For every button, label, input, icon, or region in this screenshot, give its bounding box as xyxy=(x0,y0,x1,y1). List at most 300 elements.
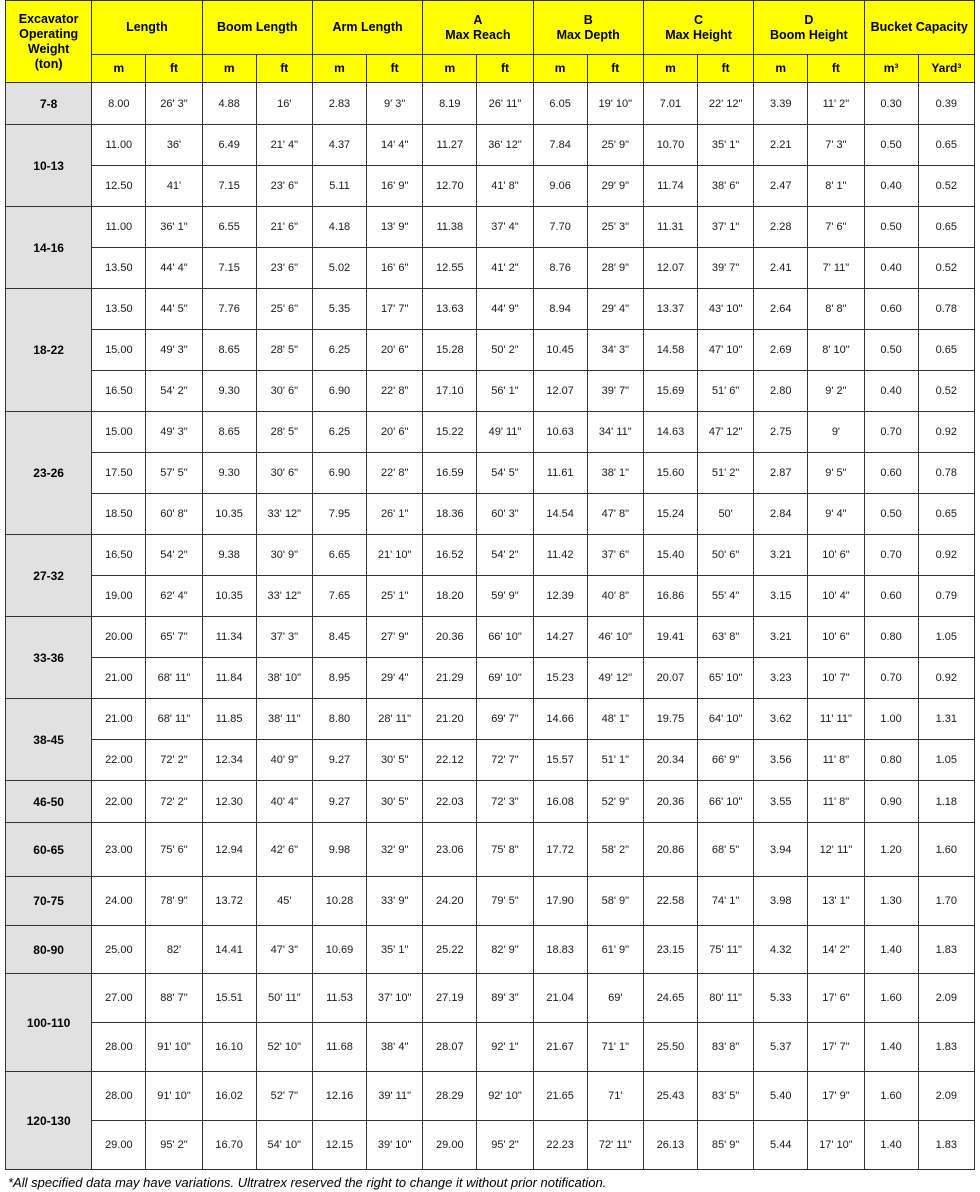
table-cell: 20' 6" xyxy=(367,412,423,453)
table-cell: 36' 1" xyxy=(146,207,202,248)
table-cell: 20.86 xyxy=(643,823,697,877)
table-cell: 37' 3" xyxy=(256,617,312,658)
table-cell: 60' 8" xyxy=(146,494,202,535)
table-cell: 48' 1" xyxy=(587,699,643,740)
table-cell: 2.83 xyxy=(312,83,366,125)
table-cell: 2.84 xyxy=(754,494,808,535)
table-cell: 33' 12" xyxy=(256,494,312,535)
table-cell: 17' 7" xyxy=(367,289,423,330)
table-cell: 95' 2" xyxy=(146,1121,202,1170)
column-group-header xyxy=(754,1,864,55)
table-cell: 37' 4" xyxy=(477,207,533,248)
table-cell: 0.78 xyxy=(918,453,974,494)
header-row xyxy=(6,1,975,55)
table-cell: 0.50 xyxy=(864,125,918,166)
table-cell: 0.79 xyxy=(918,576,974,617)
table-cell: 7.15 xyxy=(202,248,256,289)
table-cell: 19.75 xyxy=(643,699,697,740)
table-cell: 25' 6" xyxy=(256,289,312,330)
table-cell: 25.50 xyxy=(643,1023,697,1072)
column-group-header xyxy=(423,1,533,55)
table-cell: 16.86 xyxy=(643,576,697,617)
table-cell: 8.80 xyxy=(312,699,366,740)
table-cell: 6.55 xyxy=(202,207,256,248)
table-cell: 17' 10" xyxy=(808,1121,864,1170)
unit-header: ft xyxy=(587,55,643,83)
table-cell: 20.36 xyxy=(643,781,697,823)
table-cell: 50' 11" xyxy=(256,974,312,1023)
table-cell: 1.40 xyxy=(864,926,918,974)
table-cell: 69' 10" xyxy=(477,658,533,699)
table-cell: 27' 9" xyxy=(367,617,423,658)
table-cell: 1.70 xyxy=(918,877,974,926)
table-row xyxy=(6,877,975,926)
table-cell: 75' 6" xyxy=(146,823,202,877)
table-cell: 0.70 xyxy=(864,535,918,576)
table-cell: 0.80 xyxy=(864,740,918,781)
table-cell: 2.69 xyxy=(754,330,808,371)
table-cell: 15.60 xyxy=(643,453,697,494)
table-cell: 20' 6" xyxy=(367,330,423,371)
table-cell: 16' 6" xyxy=(367,248,423,289)
table-cell: 18.20 xyxy=(423,576,477,617)
table-cell: 8.00 xyxy=(92,83,146,125)
table-row xyxy=(6,248,975,289)
table-cell: 22.58 xyxy=(643,877,697,926)
table-cell: 92' 10" xyxy=(477,1072,533,1121)
table-cell: 19.41 xyxy=(643,617,697,658)
table-cell: 64' 10" xyxy=(698,699,754,740)
unit-header: ft xyxy=(698,55,754,83)
table-cell: 22' 12" xyxy=(698,83,754,125)
weight-class-cell: 10-13 xyxy=(6,125,92,207)
table-cell: 2.28 xyxy=(754,207,808,248)
table-row xyxy=(6,166,975,207)
table-cell: 6.90 xyxy=(312,371,366,412)
table-cell: 35' 1" xyxy=(367,926,423,974)
table-cell: 11.68 xyxy=(312,1023,366,1072)
table-cell: 80' 11" xyxy=(698,974,754,1023)
weight-class-cell: 60-65 xyxy=(6,823,92,877)
table-cell: 0.78 xyxy=(918,289,974,330)
table-cell: 37' 6" xyxy=(587,535,643,576)
table-cell: 13.63 xyxy=(423,289,477,330)
table-cell: 16.10 xyxy=(202,1023,256,1072)
table-row xyxy=(6,289,975,330)
table-cell: 92' 1" xyxy=(477,1023,533,1072)
table-cell: 23' 6" xyxy=(256,248,312,289)
table-cell: 49' 11" xyxy=(477,412,533,453)
table-cell: 95' 2" xyxy=(477,1121,533,1170)
table-cell: 1.83 xyxy=(918,1023,974,1072)
table-cell: 47' 12" xyxy=(698,412,754,453)
table-cell: 2.80 xyxy=(754,371,808,412)
table-cell: 54' 10" xyxy=(256,1121,312,1170)
table-cell: 10' 7" xyxy=(808,658,864,699)
table-cell: 83' 5" xyxy=(698,1072,754,1121)
table-cell: 21' 6" xyxy=(256,207,312,248)
table-cell: 3.98 xyxy=(754,877,808,926)
unit-header: m xyxy=(202,55,256,83)
table-cell: 68' 11" xyxy=(146,658,202,699)
table-row xyxy=(6,535,975,576)
table-cell: 1.40 xyxy=(864,1023,918,1072)
table-cell: 1.60 xyxy=(864,974,918,1023)
table-cell: 27.00 xyxy=(92,974,146,1023)
table-cell: 21.65 xyxy=(533,1072,587,1121)
unit-header: m xyxy=(533,55,587,83)
table-cell: 6.25 xyxy=(312,330,366,371)
table-row xyxy=(6,576,975,617)
table-cell: 75' 11" xyxy=(698,926,754,974)
table-cell: 13.50 xyxy=(92,248,146,289)
table-cell: 1.30 xyxy=(864,877,918,926)
table-cell: 61' 9" xyxy=(587,926,643,974)
table-cell: 38' 1" xyxy=(587,453,643,494)
table-cell: 20.00 xyxy=(92,617,146,658)
table-cell: 23.06 xyxy=(423,823,477,877)
table-cell: 22.03 xyxy=(423,781,477,823)
table-cell: 13.50 xyxy=(92,289,146,330)
unit-header: ft xyxy=(477,55,533,83)
table-cell: 72' 2" xyxy=(146,781,202,823)
table-cell: 26' 3" xyxy=(146,83,202,125)
table-cell: 14.54 xyxy=(533,494,587,535)
weight-header-line: (ton) xyxy=(34,56,63,71)
table-cell: 66' 9" xyxy=(698,740,754,781)
table-cell: 3.62 xyxy=(754,699,808,740)
table-cell: 9.30 xyxy=(202,371,256,412)
table-cell: 13.72 xyxy=(202,877,256,926)
table-cell: 47' 3" xyxy=(256,926,312,974)
table-cell: 65' 7" xyxy=(146,617,202,658)
table-cell: 11.85 xyxy=(202,699,256,740)
table-cell: 33' 12" xyxy=(256,576,312,617)
table-cell: 11' 8" xyxy=(808,781,864,823)
table-cell: 28' 5" xyxy=(256,330,312,371)
table-cell: 24.00 xyxy=(92,877,146,926)
table-cell: 25' 9" xyxy=(587,125,643,166)
table-cell: 23' 6" xyxy=(256,166,312,207)
table-cell: 13.37 xyxy=(643,289,697,330)
table-cell: 12' 11" xyxy=(808,823,864,877)
table-cell: 12.16 xyxy=(312,1072,366,1121)
column-group-header-line: C xyxy=(694,12,704,27)
table-cell: 5.37 xyxy=(754,1023,808,1072)
table-cell: 26.13 xyxy=(643,1121,697,1170)
column-group-header xyxy=(864,1,975,55)
table-cell: 13' 1" xyxy=(808,877,864,926)
weight-class-cell: 80-90 xyxy=(6,926,92,974)
table-cell: 58' 2" xyxy=(587,823,643,877)
table-cell: 0.40 xyxy=(864,248,918,289)
table-cell: 19.00 xyxy=(92,576,146,617)
table-cell: 2.64 xyxy=(754,289,808,330)
table-cell: 29' 9" xyxy=(587,166,643,207)
spec-table-body xyxy=(6,83,975,1170)
table-cell: 0.65 xyxy=(918,125,974,166)
table-cell: 24.20 xyxy=(423,877,477,926)
table-cell: 23.00 xyxy=(92,823,146,877)
weight-class-cell: 27-32 xyxy=(6,535,92,617)
table-cell: 42' 6" xyxy=(256,823,312,877)
table-cell: 38' 11" xyxy=(256,699,312,740)
table-cell: 1.40 xyxy=(864,1121,918,1170)
weight-class-cell: 120-130 xyxy=(6,1072,92,1170)
unit-header: m xyxy=(423,55,477,83)
table-cell: 17.72 xyxy=(533,823,587,877)
table-cell: 51' 1" xyxy=(587,740,643,781)
table-cell: 63' 8" xyxy=(698,617,754,658)
table-cell: 7.65 xyxy=(312,576,366,617)
table-cell: 38' 6" xyxy=(698,166,754,207)
table-cell: 22' 8" xyxy=(367,371,423,412)
table-cell: 0.92 xyxy=(918,412,974,453)
table-cell: 72' 3" xyxy=(477,781,533,823)
table-cell: 29' 4" xyxy=(367,658,423,699)
table-cell: 49' 3" xyxy=(146,412,202,453)
table-cell: 37' 1" xyxy=(698,207,754,248)
table-cell: 26' 11" xyxy=(477,83,533,125)
table-cell: 2.41 xyxy=(754,248,808,289)
table-cell: 4.18 xyxy=(312,207,366,248)
table-cell: 1.05 xyxy=(918,740,974,781)
table-cell: 0.70 xyxy=(864,658,918,699)
table-cell: 3.15 xyxy=(754,576,808,617)
table-cell: 19' 10" xyxy=(587,83,643,125)
table-row xyxy=(6,1121,975,1170)
table-cell: 0.52 xyxy=(918,371,974,412)
table-cell: 8' 10" xyxy=(808,330,864,371)
table-cell: 1.05 xyxy=(918,617,974,658)
table-cell: 0.65 xyxy=(918,494,974,535)
footnote: *All specified data may have variations. Ultratrex reserved the right to change it without prior notification. xyxy=(8,1175,607,1190)
table-cell: 54' 2" xyxy=(477,535,533,576)
table-cell: 0.70 xyxy=(864,412,918,453)
table-cell: 12.34 xyxy=(202,740,256,781)
table-cell: 21.20 xyxy=(423,699,477,740)
table-cell: 25' 1" xyxy=(367,576,423,617)
unit-header: Yard³ xyxy=(918,55,974,83)
table-cell: 0.52 xyxy=(918,166,974,207)
table-cell: 8' 8" xyxy=(808,289,864,330)
table-cell: 21.67 xyxy=(533,1023,587,1072)
table-cell: 62' 4" xyxy=(146,576,202,617)
table-cell: 44' 9" xyxy=(477,289,533,330)
table-cell: 22.00 xyxy=(92,781,146,823)
table-cell: 11' 8" xyxy=(808,740,864,781)
table-cell: 66' 10" xyxy=(477,617,533,658)
table-cell: 29.00 xyxy=(92,1121,146,1170)
table-cell: 16' xyxy=(256,83,312,125)
table-cell: 17' 7" xyxy=(808,1023,864,1072)
table-cell: 45' xyxy=(256,877,312,926)
table-cell: 39' 7" xyxy=(698,248,754,289)
table-cell: 43' 10" xyxy=(698,289,754,330)
table-cell: 30' 5" xyxy=(367,740,423,781)
column-group-header-line: Max Depth xyxy=(556,27,620,42)
table-cell: 9.38 xyxy=(202,535,256,576)
table-cell: 0.65 xyxy=(918,330,974,371)
table-cell: 72' 11" xyxy=(587,1121,643,1170)
table-cell: 1.60 xyxy=(918,823,974,877)
column-group-header xyxy=(312,1,422,55)
table-cell: 4.32 xyxy=(754,926,808,974)
table-cell: 50' 2" xyxy=(477,330,533,371)
table-cell: 10.45 xyxy=(533,330,587,371)
column-group-header-line: B xyxy=(583,12,593,27)
table-cell: 12.55 xyxy=(423,248,477,289)
table-cell: 56' 1" xyxy=(477,371,533,412)
table-cell: 41' 2" xyxy=(477,248,533,289)
weight-header xyxy=(6,1,92,83)
table-cell: 0.60 xyxy=(864,576,918,617)
table-cell: 12.07 xyxy=(533,371,587,412)
unit-row xyxy=(6,55,975,83)
table-cell: 2.21 xyxy=(754,125,808,166)
table-cell: 9' xyxy=(808,412,864,453)
table-cell: 17.50 xyxy=(92,453,146,494)
table-cell: 28.00 xyxy=(92,1023,146,1072)
table-cell: 89' 3" xyxy=(477,974,533,1023)
table-cell: 4.88 xyxy=(202,83,256,125)
table-cell: 30' 5" xyxy=(367,781,423,823)
table-cell: 8.94 xyxy=(533,289,587,330)
table-row xyxy=(6,617,975,658)
table-row xyxy=(6,125,975,166)
weight-class-cell: 38-45 xyxy=(6,699,92,781)
table-cell: 88' 7" xyxy=(146,974,202,1023)
table-cell: 54' 2" xyxy=(146,535,202,576)
table-cell: 5.02 xyxy=(312,248,366,289)
table-cell: 17' 6" xyxy=(808,974,864,1023)
table-cell: 8.45 xyxy=(312,617,366,658)
table-cell: 13' 9" xyxy=(367,207,423,248)
table-cell: 57' 5" xyxy=(146,453,202,494)
table-cell: 39' 10" xyxy=(367,1121,423,1170)
table-cell: 8.19 xyxy=(423,83,477,125)
table-cell: 28' 11" xyxy=(367,699,423,740)
weight-header-line: Weight xyxy=(27,41,70,56)
table-cell: 12.94 xyxy=(202,823,256,877)
table-row xyxy=(6,330,975,371)
table-cell: 3.39 xyxy=(754,83,808,125)
table-cell: 2.09 xyxy=(918,974,974,1023)
weight-class-cell: 33-36 xyxy=(6,617,92,699)
table-cell: 1.31 xyxy=(918,699,974,740)
column-group-header xyxy=(92,1,202,55)
table-cell: 11' 2" xyxy=(808,83,864,125)
table-cell: 1.18 xyxy=(918,781,974,823)
column-group-header-line: A xyxy=(473,12,483,27)
table-cell: 49' 3" xyxy=(146,330,202,371)
table-cell: 0.65 xyxy=(918,207,974,248)
table-cell: 75' 8" xyxy=(477,823,533,877)
table-cell: 0.92 xyxy=(918,658,974,699)
table-cell: 30' 6" xyxy=(256,371,312,412)
table-cell: 15.40 xyxy=(643,535,697,576)
table-cell: 11.00 xyxy=(92,207,146,248)
table-cell: 29.00 xyxy=(423,1121,477,1170)
table-row xyxy=(6,699,975,740)
table-cell: 2.75 xyxy=(754,412,808,453)
table-cell: 21.00 xyxy=(92,658,146,699)
weight-header-line: Operating xyxy=(19,26,79,41)
table-row xyxy=(6,371,975,412)
table-cell: 15.22 xyxy=(423,412,477,453)
table-cell: 0.40 xyxy=(864,371,918,412)
weight-class-cell: 7-8 xyxy=(6,83,92,125)
unit-header: ft xyxy=(367,55,423,83)
table-cell: 34' 11" xyxy=(587,412,643,453)
table-cell: 27.19 xyxy=(423,974,477,1023)
table-cell: 30' 6" xyxy=(256,453,312,494)
column-group-header xyxy=(533,1,643,55)
table-row xyxy=(6,740,975,781)
table-cell: 3.23 xyxy=(754,658,808,699)
table-cell: 21.00 xyxy=(92,699,146,740)
table-row xyxy=(6,1023,975,1072)
table-cell: 40' 4" xyxy=(256,781,312,823)
table-cell: 9' 2" xyxy=(808,371,864,412)
table-cell: 15.57 xyxy=(533,740,587,781)
table-cell: 59' 9" xyxy=(477,576,533,617)
table-cell: 11' 11" xyxy=(808,699,864,740)
table-cell: 15.00 xyxy=(92,330,146,371)
table-row xyxy=(6,453,975,494)
table-cell: 36' xyxy=(146,125,202,166)
table-cell: 5.35 xyxy=(312,289,366,330)
table-cell: 2.09 xyxy=(918,1072,974,1121)
table-cell: 54' 2" xyxy=(146,371,202,412)
table-cell: 11.34 xyxy=(202,617,256,658)
table-cell: 14.63 xyxy=(643,412,697,453)
table-cell: 11.84 xyxy=(202,658,256,699)
column-group-header-line: Length xyxy=(126,20,168,34)
table-cell: 68' 11" xyxy=(146,699,202,740)
unit-header: ft xyxy=(808,55,864,83)
table-cell: 7' 11" xyxy=(808,248,864,289)
table-cell: 11.31 xyxy=(643,207,697,248)
table-cell: 22.12 xyxy=(423,740,477,781)
table-cell: 14.41 xyxy=(202,926,256,974)
table-row xyxy=(6,1072,975,1121)
table-cell: 7.01 xyxy=(643,83,697,125)
table-cell: 9.98 xyxy=(312,823,366,877)
table-cell: 22.23 xyxy=(533,1121,587,1170)
column-group-header-line: Bucket Capacity xyxy=(870,20,968,34)
table-cell: 6.65 xyxy=(312,535,366,576)
table-cell: 11.00 xyxy=(92,125,146,166)
table-cell: 29' 4" xyxy=(587,289,643,330)
table-cell: 22' 8" xyxy=(367,453,423,494)
table-cell: 52' 9" xyxy=(587,781,643,823)
table-cell: 38' 10" xyxy=(256,658,312,699)
table-cell: 33' 9" xyxy=(367,877,423,926)
table-cell: 0.92 xyxy=(918,535,974,576)
table-cell: 91' 10" xyxy=(146,1023,202,1072)
table-cell: 15.28 xyxy=(423,330,477,371)
table-cell: 12.15 xyxy=(312,1121,366,1170)
weight-class-cell: 100-110 xyxy=(6,974,92,1072)
table-cell: 0.40 xyxy=(864,166,918,207)
table-cell: 20.34 xyxy=(643,740,697,781)
table-cell: 1.83 xyxy=(918,926,974,974)
table-cell: 7' 3" xyxy=(808,125,864,166)
table-cell: 25.22 xyxy=(423,926,477,974)
table-cell: 1.83 xyxy=(918,1121,974,1170)
table-cell: 35' 1" xyxy=(698,125,754,166)
